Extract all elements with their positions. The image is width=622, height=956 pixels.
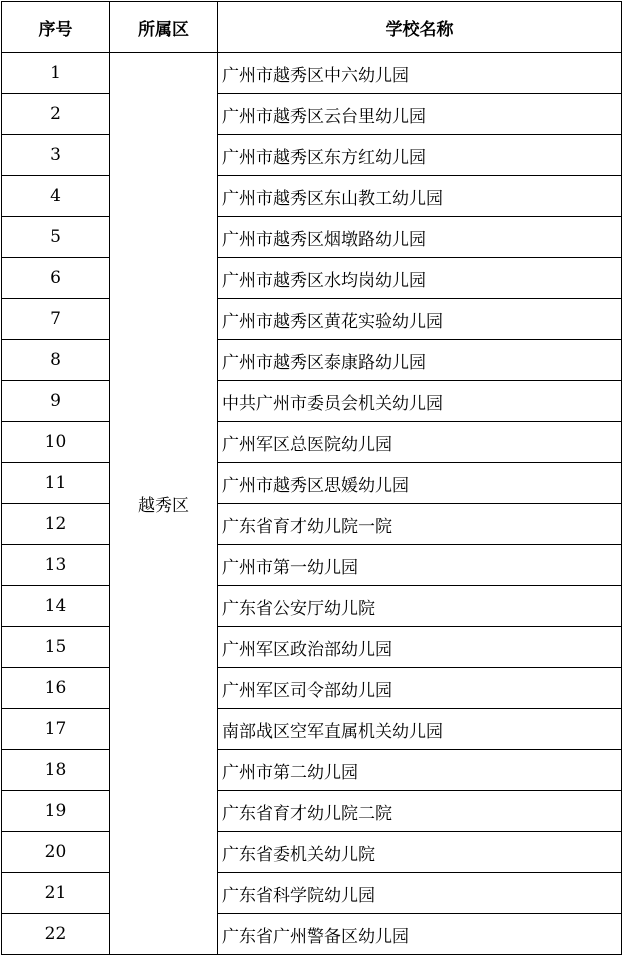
- header-seq: 序号: [2, 2, 110, 53]
- table-body: [2, 53, 622, 955]
- row-school-name: 广州市第二幼儿园: [218, 750, 622, 791]
- row-seq: 8: [2, 340, 110, 381]
- row-school-name: 广州军区总医院幼儿园: [218, 422, 622, 463]
- row-school-name: 广东省广州警备区幼儿园: [218, 914, 622, 955]
- row-seq: 5: [2, 217, 110, 258]
- row-school-name: 广州市越秀区泰康路幼儿园: [218, 340, 622, 381]
- row-seq: 20: [2, 832, 110, 873]
- row-seq: 11: [2, 463, 110, 504]
- table-row: [2, 217, 622, 258]
- row-seq: 6: [2, 258, 110, 299]
- row-school-name: 广东省育才幼儿院一院: [218, 504, 622, 545]
- row-school-name: 广州市越秀区烟墩路幼儿园: [218, 217, 622, 258]
- row-school-name: 广州市第一幼儿园: [218, 545, 622, 586]
- row-school-name: 广州军区司令部幼儿园: [218, 668, 622, 709]
- table-row: [2, 53, 622, 94]
- table-row: [2, 299, 622, 340]
- table-row: [2, 340, 622, 381]
- row-school-name: 广州市越秀区东方红幼儿园: [218, 135, 622, 176]
- row-seq: 12: [2, 504, 110, 545]
- table-row: [2, 258, 622, 299]
- row-seq: 7: [2, 299, 110, 340]
- row-seq: 19: [2, 791, 110, 832]
- row-school-name: 广州市越秀区水均岗幼儿园: [218, 258, 622, 299]
- header-row: [2, 2, 622, 53]
- row-school-name: 广州市越秀区云台里幼儿园: [218, 94, 622, 135]
- table-row: [2, 135, 622, 176]
- table-row: [2, 463, 622, 504]
- row-seq: 22: [2, 914, 110, 955]
- table-row: [2, 791, 622, 832]
- table-row: [2, 94, 622, 135]
- row-school-name: 广州市越秀区中六幼儿园: [218, 53, 622, 94]
- row-seq: 10: [2, 422, 110, 463]
- row-seq: 16: [2, 668, 110, 709]
- row-seq: 13: [2, 545, 110, 586]
- row-school-name: 广东省科学院幼儿园: [218, 873, 622, 914]
- row-school-name: 广东省委机关幼儿院: [218, 832, 622, 873]
- table-row: [2, 668, 622, 709]
- row-seq: 4: [2, 176, 110, 217]
- table-row: [2, 709, 622, 750]
- row-school-name: 中共广州市委员会机关幼儿园: [218, 381, 622, 422]
- table-row: [2, 381, 622, 422]
- table-row: [2, 627, 622, 668]
- school-table: [1, 1, 622, 955]
- table-row: [2, 545, 622, 586]
- row-school-name: 广东省育才幼儿院二院: [218, 791, 622, 832]
- header-district: 所属区: [110, 2, 218, 53]
- row-seq: 14: [2, 586, 110, 627]
- table-row: [2, 422, 622, 463]
- table-row: [2, 832, 622, 873]
- row-school-name: 广州市越秀区东山教工幼儿园: [218, 176, 622, 217]
- row-school-name: 广东省公安厅幼儿院: [218, 586, 622, 627]
- row-seq: 9: [2, 381, 110, 422]
- row-school-name: 南部战区空军直属机关幼儿园: [218, 709, 622, 750]
- row-seq: 18: [2, 750, 110, 791]
- row-seq: 17: [2, 709, 110, 750]
- row-seq: 15: [2, 627, 110, 668]
- table-row: [2, 750, 622, 791]
- row-school-name: 广州市越秀区黄花实验幼儿园: [218, 299, 622, 340]
- row-school-name: 广州市越秀区思媛幼儿园: [218, 463, 622, 504]
- row-seq: 21: [2, 873, 110, 914]
- row-seq: 3: [2, 135, 110, 176]
- district-cell: 越秀区: [110, 53, 218, 955]
- row-seq: 2: [2, 94, 110, 135]
- table-row: [2, 873, 622, 914]
- table-row: [2, 586, 622, 627]
- table-row: [2, 914, 622, 955]
- table-row: [2, 504, 622, 545]
- row-seq: 1: [2, 53, 110, 94]
- table-row: [2, 176, 622, 217]
- header-school-name: 学校名称: [218, 2, 622, 53]
- row-school-name: 广州军区政治部幼儿园: [218, 627, 622, 668]
